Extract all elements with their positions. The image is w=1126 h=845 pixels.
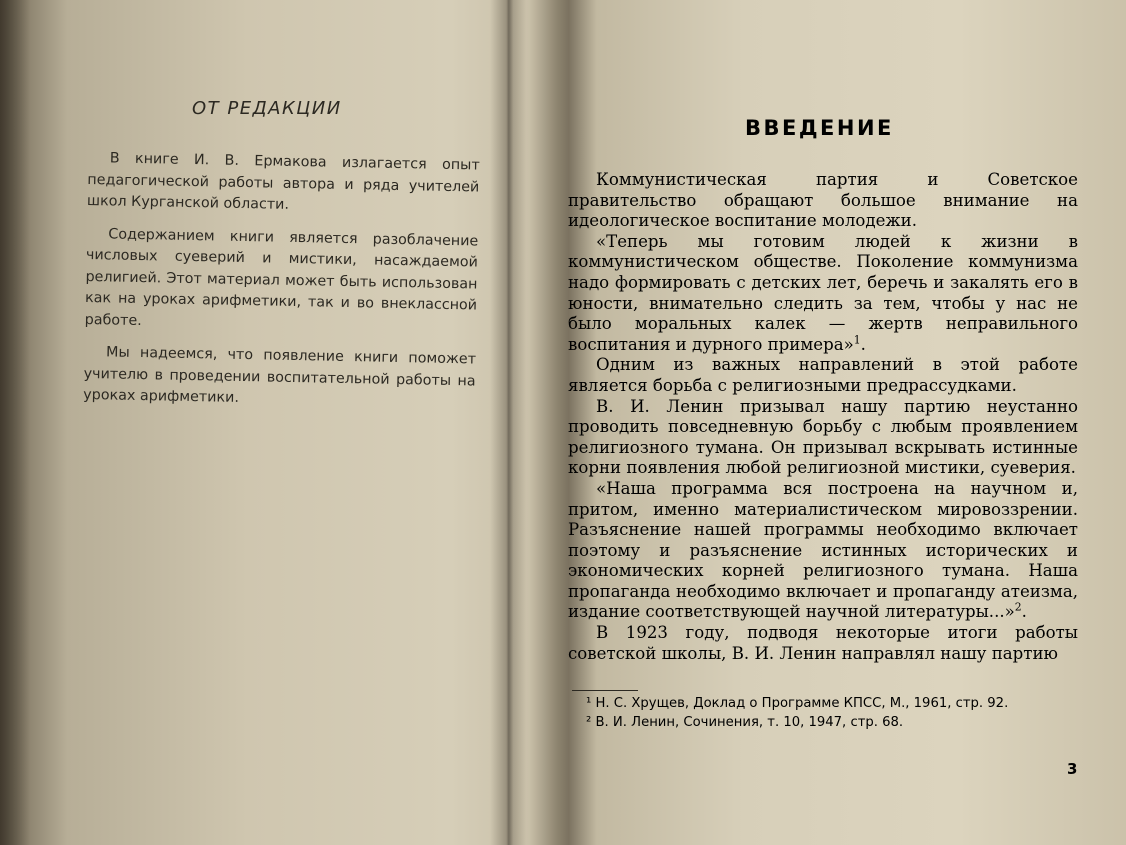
editorial-heading: ОТ РЕДАКЦИИ (192, 98, 342, 119)
footnote-mark: 1 (853, 333, 861, 347)
left-page (0, 0, 505, 845)
intro-paragraph: Коммунистическая партия и Советское правительство обращают большое внимание на идеологическое воспитание молодежи. (568, 170, 1078, 231)
introduction-text (568, 170, 1078, 664)
footnote-mark: 2 (1014, 600, 1022, 614)
footnote: ¹ Н. С. Хрущев, Доклад о Программе КПСС, М., 1961, стр. 92. (586, 696, 1009, 711)
intro-paragraph: В 1923 году, подводя некоторые итоги работы советской школы, В. И. Ленин направлял нашу партию (568, 623, 1078, 663)
intro-quote-text: «Наша программа вся построена на научном и, притом, именно материалистическом мировоззрении. Разъяснение нашей программы необходимо включает поэтому и разъяснение истинных исторических и экономических корней религиозного тумана. Наша пропаганда необходимо включает и пропаганду атеизма, издание соответствующей научной литературы...» (568, 478, 1078, 622)
editorial-text (83, 148, 480, 425)
editorial-paragraph: В книге И. В. Ермакова излагается опыт педагогической работы автора и ряда учителей школ Курганской области. (86, 150, 480, 213)
footnote: ² В. И. Ленин, Сочинения, т. 10, 1947, стр. 68. (586, 715, 904, 730)
intro-paragraph: В. И. Ленин призывал нашу партию неустанно проводить повседневную борьбу с любым проявлением религиозного тумана. Он призывал вскрывать истинные корни появления любой религиозной мистики, суеверия. (568, 396, 1078, 478)
footnote-divider (572, 690, 638, 691)
intro-paragraph: «Наша программа вся построена на научном и, притом, именно материалистическом мировоззрении. Разъяснение нашей программы необходимо включает поэтому и разъяснение истинных исторических и экономических корней религиозного тумана. Наша пропаганда необходимо включает и пропаганду атеизма, издание соответствующей научной литературы...»$^2$. (568, 478, 1078, 622)
intro-quote-text: «Теперь мы готовим людей к жизни в коммунистическом обществе. Поколение коммунизма надо формировать с детских лет, беречь и закалять его в юности, внимательно следить за тем, чтобы у нас не было моральных калек — жертв неправильного воспитания и дурного примера» (568, 231, 1078, 354)
footnotes (572, 694, 1076, 732)
introduction-heading: ВВЕДЕНИЕ (745, 116, 894, 140)
intro-paragraph: «Теперь мы готовим людей к жизни в коммунистическом обществе. Поколение коммунизма надо формировать с детских лет, беречь и закалять его в юности, внимательно следить за тем, чтобы у нас не было моральных калек — жертв неправильного воспитания и дурного примера»$^1$. (568, 231, 1078, 354)
intro-paragraph: Одним из важных направлений в этой работе является борьба с религиозными предрассудками. (568, 355, 1078, 395)
page-number: 3 (1067, 760, 1078, 778)
editorial-paragraph: Мы надеемся, что появление книги поможет учителю в проведении воспитательной работы на уроках арифметики. (83, 344, 477, 406)
editorial-paragraph: Содержанием книги является разоблачение числовых суеверий и мистики, насаждаемой религией. Этот материал может быть использован как на уроках арифметики, так и во внеклассной работе. (84, 225, 479, 329)
